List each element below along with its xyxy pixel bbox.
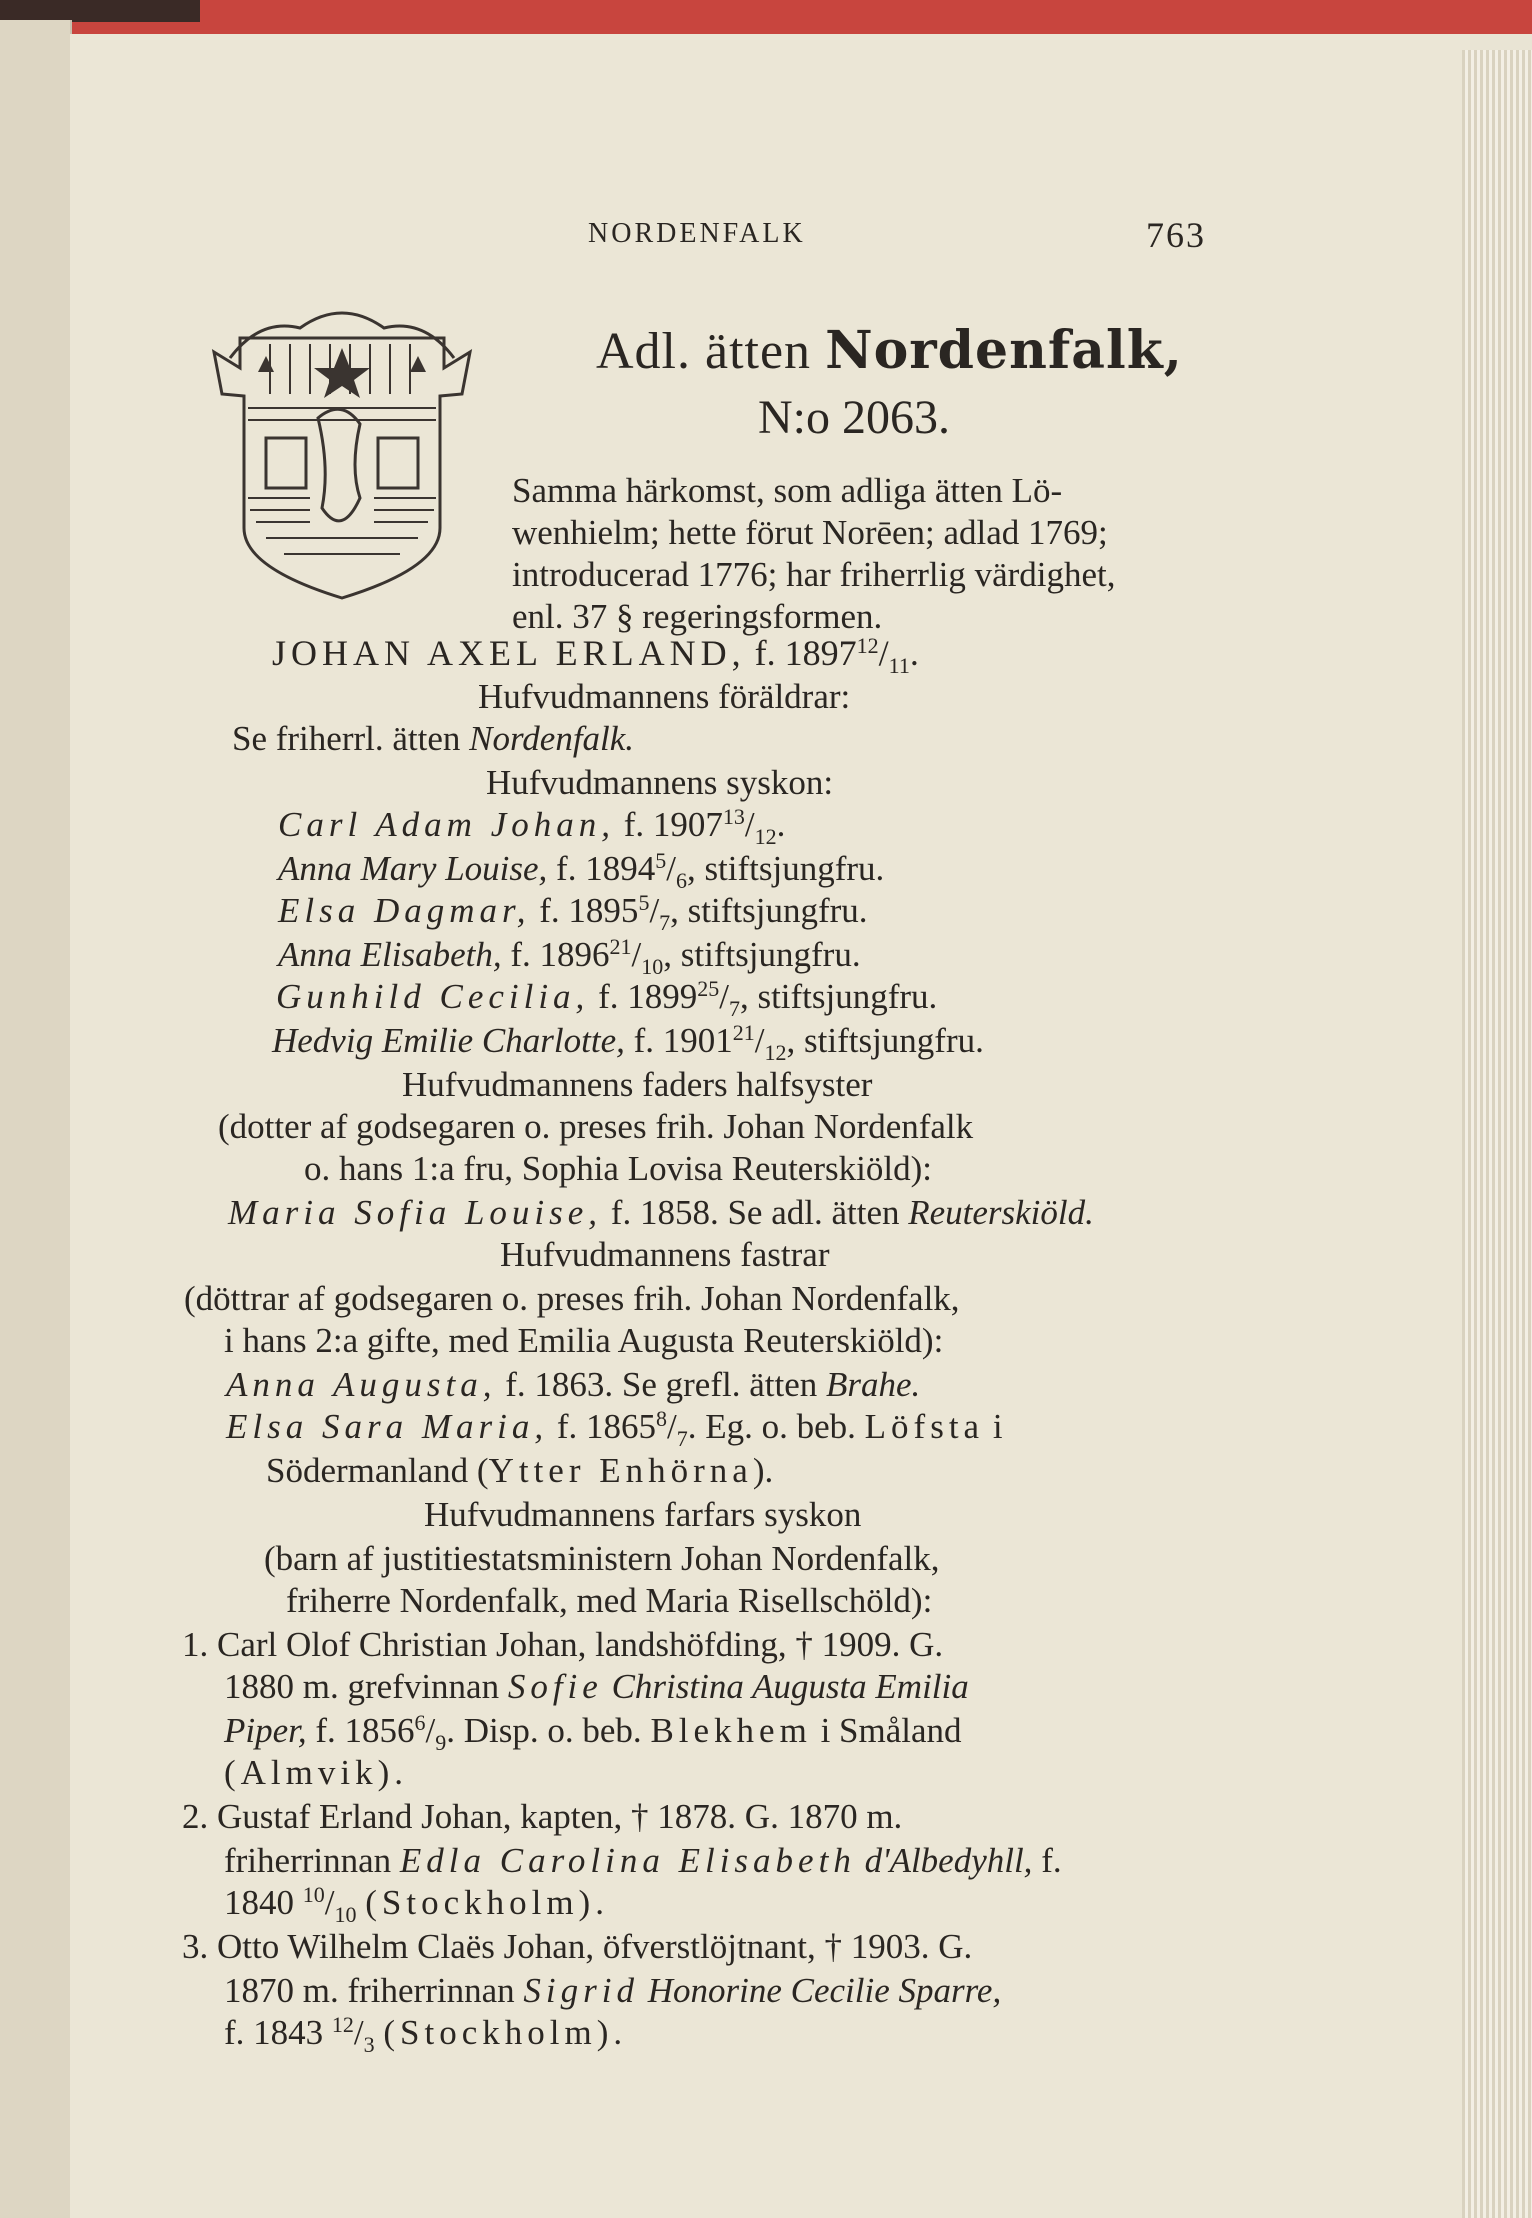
entry-spouse: Christina Augusta Emilia <box>611 1667 969 1706</box>
entry-text: 1870 m. friherrinnan <box>224 1971 515 2010</box>
aunt-born: f. 1865 <box>556 1407 657 1446</box>
sibling-day: 5 <box>655 848 667 873</box>
entry-day: 6 <box>414 1710 426 1735</box>
sibling-day: 21 <box>609 934 632 959</box>
entry-month: 10 <box>334 1902 357 1927</box>
aunts-note: (döttrar af godsegaren o. preses frih. Johan Nordenfalk, <box>184 1279 960 1318</box>
head-month: 11 <box>888 653 910 679</box>
half-aunt-name: Maria Sofia Louise, <box>228 1193 603 1232</box>
entry-day: 10 <box>302 1882 325 1907</box>
sibling-entry: Hedvig Emilie Charlotte, f. $1901^{21}/_{12}$, stiftsjungfru. <box>272 1020 984 1065</box>
aunt-rest: . Eg. o. beb. <box>687 1407 856 1446</box>
half-aunt-note: (dotter af godsegaren o. preses frih. Johan Nordenfalk <box>218 1107 974 1146</box>
sibling-day: 21 <box>732 1020 755 1045</box>
entry-line: Gustaf Erland Johan, kapten, † 1878. G. 1870 m. <box>217 1797 903 1836</box>
grand-uncles-note: (barn af justitiestatsministern Johan Nordenfalk, <box>264 1539 940 1578</box>
entry-estate: (Almvik). <box>224 1753 409 1792</box>
entry-spouse: Honorine Cecilie Sparre, <box>647 1971 1002 2010</box>
parents-ref-prefix: Se friherrl. ätten <box>232 719 461 758</box>
entry-number: 1. <box>182 1625 209 1664</box>
entry-born: f. 1843 <box>224 2013 324 2052</box>
sibling-entry: Carl Adam Johan, f. $1907^{13}/_{12}$. <box>278 804 786 849</box>
page-number: 763 <box>1146 215 1206 255</box>
grand-uncle-entry <box>182 1796 902 1838</box>
grand-uncle-entry <box>182 1926 972 1968</box>
head-day: 12 <box>856 633 879 658</box>
sibling-day: 5 <box>638 890 650 915</box>
aunt-ref: Brahe. <box>825 1365 921 1404</box>
origin-line: introducerad 1776; har friherrlig värdighet, <box>512 555 1116 594</box>
grand-uncle-line: f. 1843 $^{12}/_3$ (Stockholm). <box>224 2012 628 2057</box>
sibling-note: , stiftsjungfru. <box>670 891 868 930</box>
grand-uncle-line: Piper, f. $1856^6/_9$. Disp. o. beb. Blekhem i Småland <box>224 1710 962 1755</box>
entry-text: . Disp. o. beb. <box>446 1711 642 1750</box>
sibling-month: 12 <box>764 1040 787 1065</box>
sibling-entry: Anna Elisabeth, f. $1896^{21}/_{10}$, stiftsjungfru. <box>278 934 861 979</box>
heading-prefix: Adl. ätten <box>596 323 812 380</box>
sibling-entry: Elsa Dagmar, f. $1895^5/_7$, stiftsjungfru. <box>278 890 868 935</box>
entry-born: 1840 <box>224 1883 294 1922</box>
entry-month: 9 <box>435 1730 447 1755</box>
page-stack-edges <box>1462 50 1532 2218</box>
grand-uncle-line <box>224 1840 1062 1882</box>
half-aunt-note: o. hans 1:a fru, Sophia Lovisa Reuterskiöld): <box>304 1149 932 1188</box>
aunt-line2-prefix: Södermanland ( <box>266 1451 489 1490</box>
sibling-name: Anna Elisabeth, <box>278 935 502 974</box>
entry-line: Carl Olof Christian Johan, landshöfding, † 1909. G. <box>217 1625 944 1664</box>
sibling-note: . <box>776 805 786 844</box>
sibling-month: 10 <box>641 954 664 979</box>
family-number: N:o 2063. <box>758 391 950 444</box>
sibling-name: Elsa Dagmar, <box>278 891 531 930</box>
sibling-born: f. 1895 <box>539 891 639 930</box>
entry-text: friherrinnan <box>224 1841 392 1880</box>
grand-uncle-line <box>224 1666 969 1708</box>
entry-text: 1880 m. grefvinnan <box>224 1667 500 1706</box>
grand-uncle-entry <box>182 1624 943 1666</box>
head-tail: . <box>909 633 919 673</box>
origin-line: wenhielm; hette förut Norēen; adlad 1769; <box>512 513 1108 552</box>
grand-uncle-line: 1840 $^{10}/_{10}$ (Stockholm). <box>224 1882 609 1927</box>
sibling-born: f. 1899 <box>598 977 698 1016</box>
entry-spouse: d'Albedyhll, <box>864 1841 1033 1880</box>
aunt-tail: i <box>992 1407 1003 1446</box>
aunt-name: Elsa Sara Maria, <box>226 1407 549 1446</box>
sibling-entry: Gunhild Cecilia, f. $1899^{25}/_7$, stiftsjungfru. <box>276 976 938 1021</box>
sibling-born: f. 1894 <box>556 849 656 888</box>
entry-spouse: Edla Carolina Elisabeth <box>399 1841 856 1880</box>
entry-spouse: Sigrid <box>523 1971 639 2010</box>
sibling-month: 12 <box>754 824 777 849</box>
section-parents: Hufvudmannens föräldrar: <box>478 677 851 716</box>
section-siblings: Hufvudmannens syskon: <box>486 763 834 802</box>
aunt-month: 7 <box>676 1426 688 1451</box>
origin-line: Samma härkomst, som adliga ätten Lö- <box>512 471 1063 510</box>
sibling-month: 6 <box>675 868 687 893</box>
family-heading <box>596 320 1183 381</box>
sibling-note: , stiftsjungfru. <box>786 1021 984 1060</box>
aunt-name: Anna Augusta, <box>226 1365 497 1404</box>
sibling-entry: Anna Mary Louise, f. $1894^5/_6$, stiftsjungfru. <box>278 848 885 893</box>
sibling-month: 7 <box>728 996 740 1021</box>
entry-text: f. <box>1041 1841 1062 1880</box>
entry-place: Blekhem <box>650 1711 812 1750</box>
entry-place: (Stockholm). <box>365 1883 609 1922</box>
aunt-day: 8 <box>656 1406 668 1431</box>
section-aunts: Hufvudmannens fastrar <box>500 1235 830 1274</box>
running-head <box>0 215 1532 258</box>
aunt-entry: Elsa Sara Maria, f. $1865^8/_7$. Eg. o. beb. Löfsta i <box>226 1406 1003 1451</box>
aunt-entry <box>226 1364 920 1406</box>
entry-number: 2. <box>182 1797 209 1836</box>
page-edge-band <box>0 0 1532 34</box>
entry-month: 3 <box>363 2032 375 2057</box>
parents-ref <box>232 718 634 760</box>
entry-number: 3. <box>182 1927 209 1966</box>
sibling-note: , stiftsjungfru. <box>686 849 885 888</box>
aunt-entry-cont <box>266 1450 773 1492</box>
half-aunt-entry <box>228 1192 1094 1234</box>
entry-born: f. 1856 <box>315 1711 415 1750</box>
running-head-title: NORDENFALK <box>588 218 806 249</box>
half-aunt-rest: f. 1858. Se adl. ätten <box>610 1193 900 1232</box>
parents-ref-family: Nordenfalk. <box>469 719 635 758</box>
sibling-note: , stiftsjungfru. <box>663 935 861 974</box>
sibling-day: 25 <box>697 976 720 1001</box>
sibling-name: Gunhild Cecilia, <box>276 977 590 1016</box>
entry-line: Otto Wilhelm Claës Johan, öfverstlöjtnant, † 1903. G. <box>217 1927 973 1966</box>
entry-day: 12 <box>331 2012 354 2037</box>
aunt-estate: Ytter Enhörna <box>488 1451 753 1490</box>
aunt-place: Löfsta <box>864 1407 985 1446</box>
half-aunt-ref: Reuterskiöld. <box>908 1193 1094 1232</box>
sibling-name: Carl Adam Johan, <box>278 805 615 844</box>
entry-spouse: Piper, <box>224 1711 307 1750</box>
page-edge-dark <box>0 0 200 22</box>
section-grand-uncles: Hufvudmannens farfars syskon <box>424 1495 862 1534</box>
sibling-note: , stiftsjungfru. <box>739 977 938 1016</box>
section-half-aunt: Hufvudmannens faders halfsyster <box>402 1065 873 1104</box>
sibling-name: Hedvig Emilie Charlotte, <box>272 1021 625 1060</box>
grand-uncle-line <box>224 1970 1001 2012</box>
aunt-rest: f. 1863. Se grefl. ätten <box>505 1365 818 1404</box>
head-of-family: JOHAN AXEL ERLAND, f. $1897^{12}/_{11}$. <box>272 633 919 679</box>
sibling-born: f. 1896 <box>510 935 610 974</box>
sibling-name: Anna Mary Louise, <box>278 849 548 888</box>
origin-note <box>512 470 1224 638</box>
facing-page-edge <box>0 20 72 2218</box>
sibling-month: 7 <box>659 910 671 935</box>
coat-of-arms-icon <box>200 298 484 602</box>
head-born: f. 1897 <box>754 633 857 673</box>
entry-spouse: Sofie <box>507 1667 603 1706</box>
head-name: JOHAN AXEL ERLAND, <box>272 633 746 673</box>
grand-uncle-line <box>224 1752 408 1794</box>
aunt-line2-suffix: ). <box>752 1451 774 1490</box>
sibling-born: f. 1907 <box>623 805 723 844</box>
sibling-born: f. 1901 <box>633 1021 733 1060</box>
sibling-day: 13 <box>722 804 745 829</box>
entry-text: i Småland <box>820 1711 962 1750</box>
origin-line: enl. 37 § regeringsformen. <box>512 597 883 636</box>
grand-uncles-note: friherre Nordenfalk, med Maria Risellschöld): <box>286 1581 933 1620</box>
family-name: Nordenfalk, <box>825 320 1183 381</box>
entry-place: (Stockholm). <box>383 2013 628 2052</box>
aunts-note: i hans 2:a gifte, med Emilia Augusta Reuterskiöld): <box>224 1321 944 1360</box>
